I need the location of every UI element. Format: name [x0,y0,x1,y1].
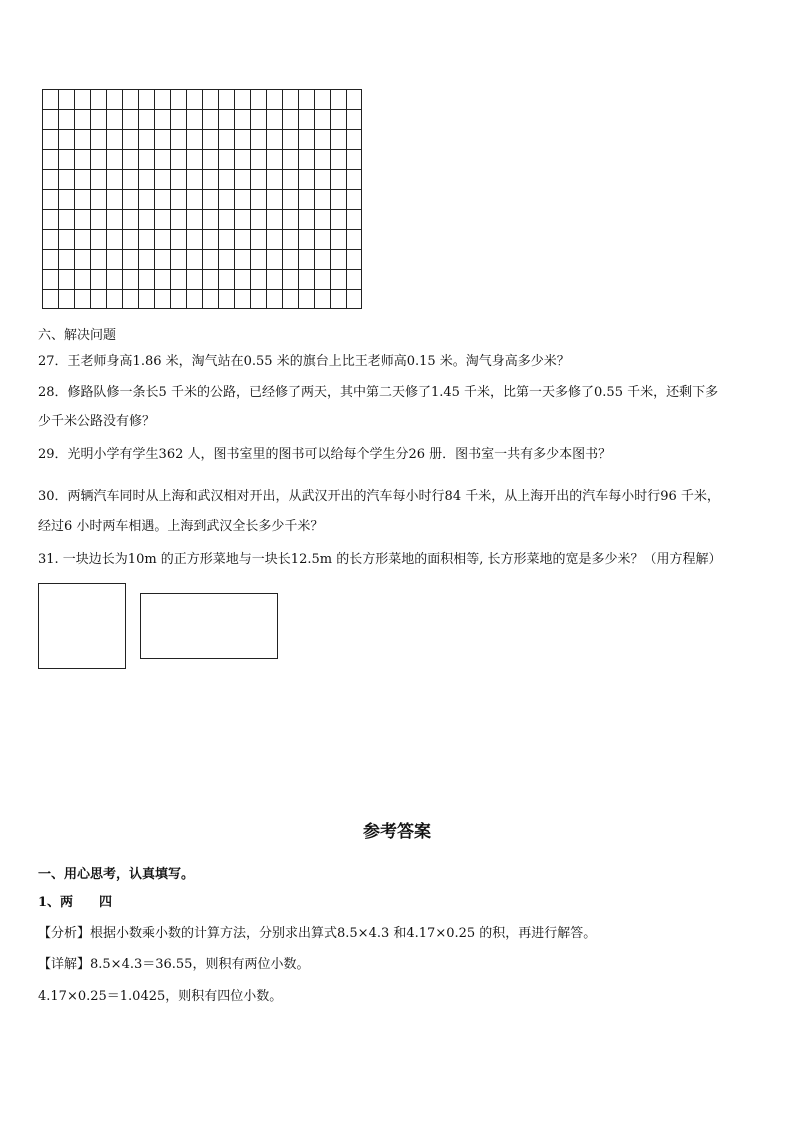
question-28-line1: 28．修路队修一条长5 千米的公路，已经修了两天，其中第二天修了1.45 千米，比第一天多修了0.55 千米，还剩下多 [38,385,719,400]
answer-item-1: 1、两 四 [38,895,113,910]
answer-detail: 【详解】8.5×4.3＝36.55，则积有两位小数。 [38,957,310,972]
answer-grid [42,89,362,309]
rectangle-field-figure [140,593,278,659]
answer-analysis: 【分析】根据小数乘小数的计算方法，分别求出算式8.5×4.3 和4.17×0.25 的积，再进行解答。 [38,926,597,941]
question-31: 31. 一块边长为10m 的正方形菜地与一块长12.5m 的长方形菜地的面积相等, 长方形菜地的宽是多少米？（用方程解） [38,552,722,567]
section-heading: 六、解决问题 [38,328,117,343]
answers-section-heading: 一、用心思考，认真填写。 [38,867,195,882]
square-field-figure [38,583,126,669]
question-28-line2: 少千米公路没有修？ [38,414,156,429]
answers-title: 参考答案 [363,822,431,842]
question-30-line1: 30．两辆汽车同时从上海和武汉相对开出，从武汉开出的汽车每小时行84 千米，从上海开出的汽车每小时行96 千米， [38,489,720,504]
question-27: 27．王老师身高1.86 米，淘气站在0.55 米的旗台上比王老师高0.15 米。淘气身高多少米？ [38,354,570,369]
question-30-line2: 经过6 小时两车相遇。上海到武汉全长多少千米？ [38,519,324,534]
question-29: 29．光明小学有学生362 人，图书室里的图书可以给每个学生分26 册．图书室一共有多少本图书？ [38,447,612,462]
answer-detail-2: 4.17×0.25＝1.0425，则积有四位小数。 [38,989,283,1004]
